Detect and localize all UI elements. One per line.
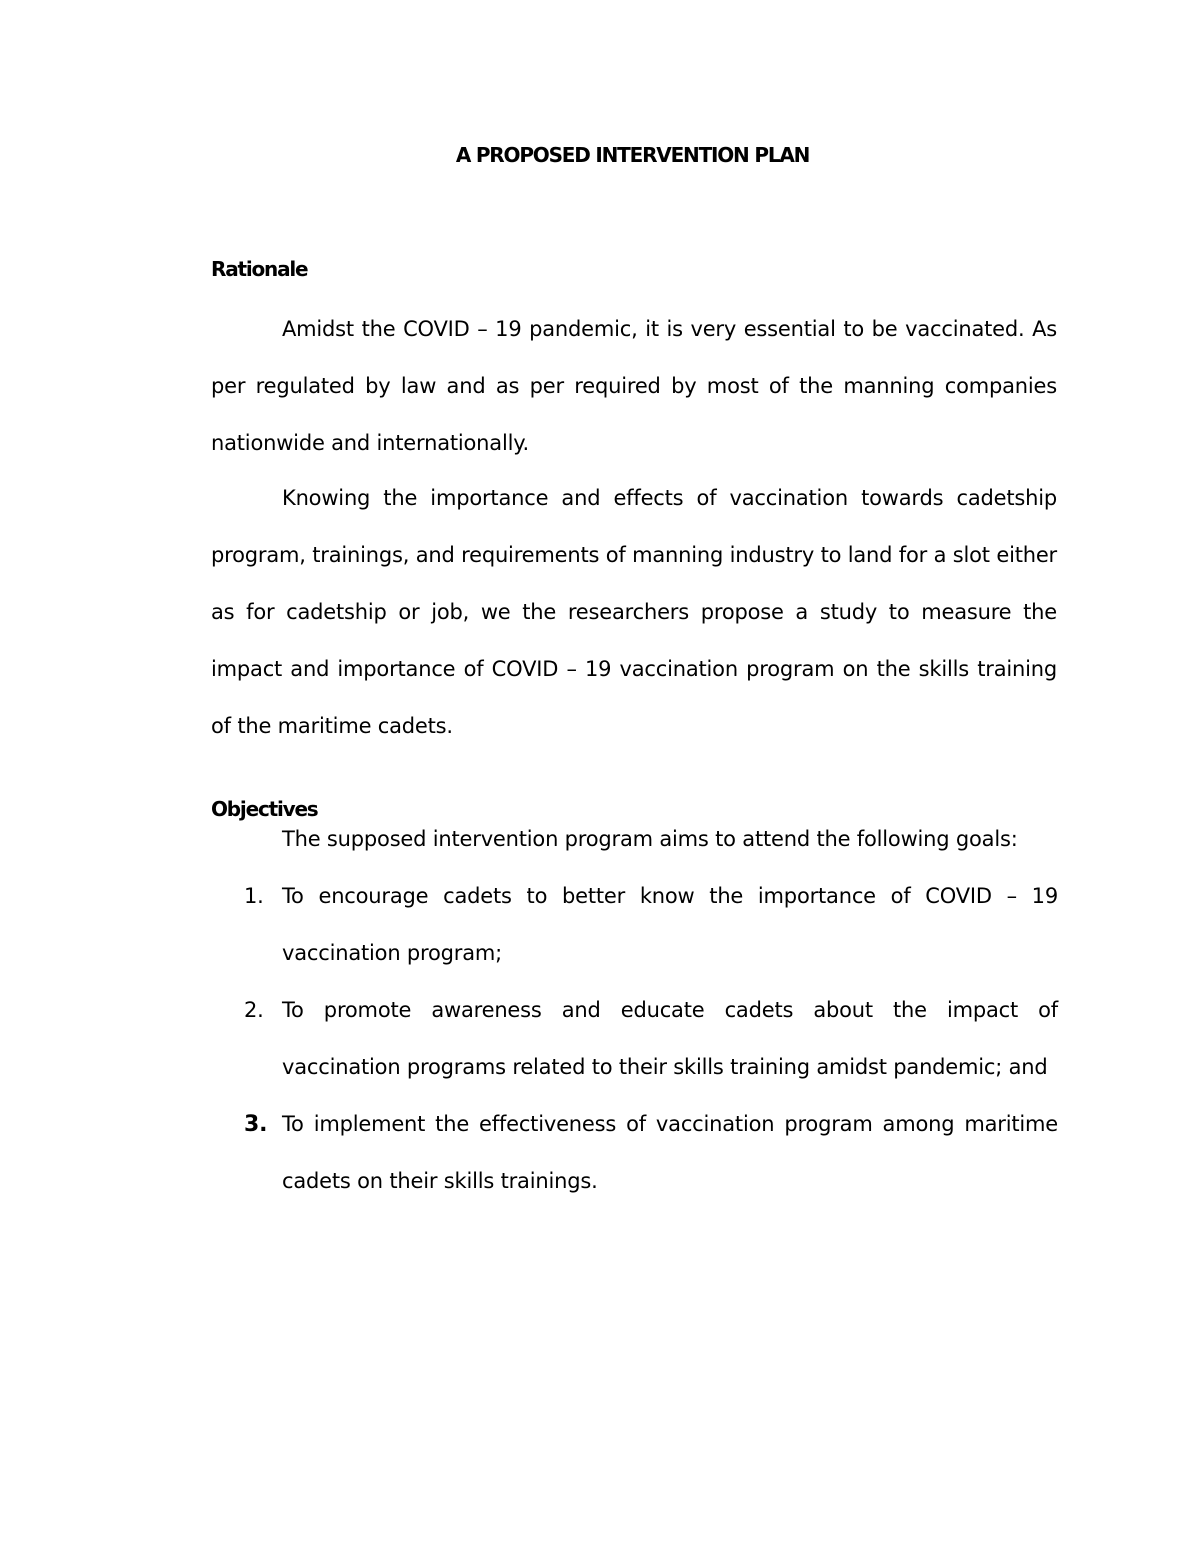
objective-item <box>232 868 1058 982</box>
objectives-list <box>232 868 1058 1210</box>
objective-item <box>232 982 1058 1096</box>
objective-text: To promote awareness and educate cadets about the impact of vaccination programs related to their skills training amidst pandemic; and <box>282 998 1058 1079</box>
objective-number: 3. <box>244 1112 268 1137</box>
objective-text: To encourage cadets to better know the importance of COVID – 19 vaccination program; <box>282 884 1058 965</box>
objective-text: To implement the effectiveness of vaccination program among maritime cadets on their skills trainings. <box>282 1112 1058 1193</box>
objectives-intro: The supposed intervention program aims to attend the following goals: <box>282 827 1018 851</box>
document-title: A PROPOSED INTERVENTION PLAN <box>455 143 810 167</box>
objectives-heading: Objectives <box>211 797 318 821</box>
objective-number: 1. <box>244 884 264 908</box>
rationale-paragraph-2: Knowing the importance and effects of vaccination towards cadetship program, trainings, and requirements of manning industry to land for a slot either as for cadetship or job, we the researchers propose a study to measure the impact and importance of COVID – 19 vaccination program on the skills training of the maritime cadets. <box>211 486 1057 738</box>
rationale-paragraph-1: Amidst the COVID – 19 pandemic, it is very essential to be vaccinated. As per regulated by law and as per required by most of the manning companies nationwide and internationally. <box>211 317 1057 455</box>
rationale-heading: Rationale <box>211 257 308 281</box>
objective-item <box>232 1096 1058 1210</box>
objective-number: 2. <box>244 998 264 1022</box>
